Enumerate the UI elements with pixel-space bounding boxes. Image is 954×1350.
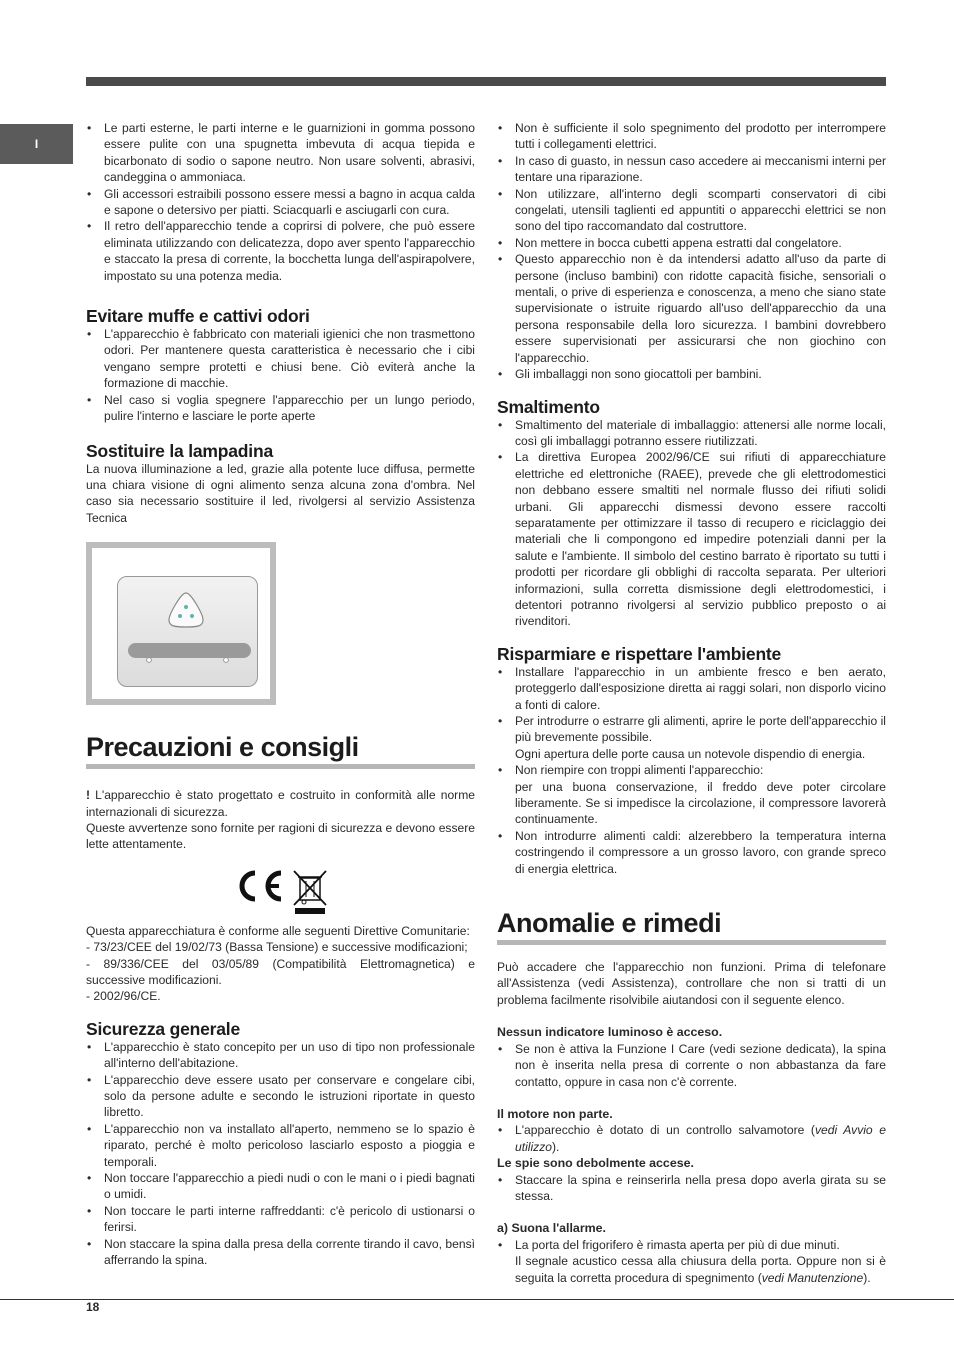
list-item: • L'apparecchio deve essere usato per conservare e congelare cibi, solo da persone adulte e secondo le istruzioni riportate in questo libretto. xyxy=(86,1072,475,1121)
list-item: • Questo apparecchio non è da intendersi adatto all'uso da parte di persone (incluso bambini) con ridotte capacità fisiche, sensoriali o mentali, o prive di esperienza e conoscenza, a meno che siano state supervisionate o istruite riguardo all'uso dell'apparecchio da una persona responsabile della loro sicurezza. I bambini dovrebbero essere supervisionati per assicurarsi che non giochino con l'apparecchio. xyxy=(497,251,886,366)
list-item: • La porta del frigorifero è rimasta aperta per più di due minuti. xyxy=(497,1237,886,1253)
section-heading-ambiente: Risparmiare e rispettare l'ambiente xyxy=(497,643,782,664)
section-title-anomalie: Anomalie e rimedi xyxy=(497,907,886,945)
list-item: • Gli accessori estraibili possono essere messi a bagno in acqua calda e sapone o detersivo per piatti. Sciacquarli e asciugarli con cura. xyxy=(86,186,475,219)
list-item: • L'apparecchio non va installato all'aperto, nemmeno se lo spazio è riparato, perché è molto pericoloso lasciarlo esposto a pioggia e temporali. xyxy=(86,1121,475,1170)
led-cover-icon xyxy=(165,590,207,630)
list-item: • Staccare la spina e reinserirla nella presa dopo averla girata su se stessa. xyxy=(497,1172,886,1205)
spie-list xyxy=(497,1172,886,1205)
language-tab-label: I xyxy=(34,137,39,151)
list-item: • Il retro dell'apparecchio tende a coprirsi di polvere, che può essere eliminata utilizzando con delicatezza, dopo aver spento l'apparecchio e staccato la presa di corrente, la bocchetta lunga dell'aspirapolvere, impostato su una potenza media. xyxy=(86,218,475,284)
list-text: L'apparecchio è dotato di un controllo salvamotore ( xyxy=(515,1123,815,1138)
list-item: • Non staccare la spina dalla presa della corrente tirando il cavo, bensì afferrando la spina. xyxy=(86,1236,475,1269)
problem-heading: a) Suona l'allarme. xyxy=(497,1221,606,1236)
list-item: • Se non è attiva la Funzione I Care (vedi sezione dedicata), la spina non è inserita nella presa di corrente o non abbastanza da fare contatto, oppure in casa non c'è corrente. xyxy=(497,1041,886,1090)
precauzioni-text-2: Queste avvertenze sono fornite per ragioni di sicurezza e devono essere lette attentamente. xyxy=(86,820,475,852)
list-item: • Smaltimento del materiale di imballaggio: attenersi alle norme locali, così gli imballaggi potranno essere riutilizzati. xyxy=(497,417,886,450)
problem-heading: Nessun indicatore luminoso è acceso. xyxy=(497,1025,723,1040)
led-strip xyxy=(128,643,251,658)
list-item: • Per introdurre o estrarre gli alimenti, aprire le porte dell'apparecchio il più brevemente possibile. xyxy=(497,713,886,746)
list-item: • Non mettere in bocca cubetti appena estratti dal congelatore. xyxy=(497,235,886,251)
section-heading-sicurezza: Sicurezza generale xyxy=(86,1018,240,1039)
motore-list xyxy=(497,1122,886,1155)
nessun-list xyxy=(497,1041,886,1090)
list-item: • Le parti esterne, le parti interne e le guarnizioni in gomma possono essere pulite con una spugnetta imbevuta di acqua tiepida e bicarbonato di sodio o sapone neutro. Non usare solventi, abrasivi, candeggina o ammoniaca. xyxy=(86,120,475,186)
ambiente-list-3 xyxy=(497,828,886,877)
list-item: • L'apparecchio è stato concepito per un uso di tipo non professionale all'interno dell'abitazione. xyxy=(86,1039,475,1072)
list-item: • Non utilizzare, all'interno degli scomparti conservatori di cibi congelati, utensili taglienti ed appuntiti o apparecchi elettrici se non sono del tipo raccomandato dal costruttore. xyxy=(497,186,886,235)
weee-bin-icon xyxy=(291,869,329,915)
right-column xyxy=(497,120,886,1286)
sicurezza-continued-list xyxy=(497,120,886,383)
sicurezza-list xyxy=(86,1039,475,1269)
section-heading-odori: Evitare muffe e cattivi odori xyxy=(86,306,310,327)
direttive-line: - 89/336/CEE del 03/05/89 (Compatibilità Elettromagnetica) e successive modificazioni. xyxy=(86,956,475,987)
section-heading-lampadina: Sostituire la lampadina xyxy=(86,440,273,461)
led-panel xyxy=(117,576,258,687)
screw-icon xyxy=(146,657,152,663)
direttive-line: - 73/23/CEE del 19/02/73 (Bassa Tensione) e successive modificazioni; xyxy=(86,940,468,955)
list-text: Il segnale acustico cessa alla chiusura della porta. Oppure non si è seguita la corretta procedura di spegnimento ( xyxy=(515,1254,886,1285)
ambiente-list-2 xyxy=(497,762,886,778)
smaltimento-list xyxy=(497,417,886,630)
top-rule xyxy=(86,77,886,86)
odori-list xyxy=(86,326,475,424)
certification-marks xyxy=(86,869,475,915)
cross-reference: vedi Manutenzione xyxy=(761,1270,864,1285)
led-illustration xyxy=(86,542,276,705)
left-column xyxy=(86,120,475,1268)
footer-rule xyxy=(0,1299,954,1300)
list-text: ). xyxy=(551,1139,560,1154)
cross-reference: vedi Avvio e utilizzo xyxy=(515,1123,886,1154)
ambiente-item-continuation: per una buona conservazione, il freddo deve poter circolare liberamente. Se si impedisce la circolazione, il compressore lavorerà continuamente. xyxy=(515,779,886,827)
precauzioni-intro xyxy=(86,787,475,820)
list-item: • Non introdurre alimenti caldi: alzerebbero la temperatura interna costringendo il compressore a un grosso lavoro, con grande spreco di energia elettrica. xyxy=(497,828,886,877)
list-item: • Installare l'apparecchio in un ambiente fresco e ben aerato, proteggerlo dall'esposizione diretta ai raggi solari, non disporlo vicino a fonti di calore. xyxy=(497,664,886,713)
anomalie-intro: Può accadere che l'apparecchio non funzioni. Prima di telefonare all'Assistenza (vedi Assistenza), controllare che non si tratti di un problema facilmente risolvibile aiutandosi con il seguente elenco. xyxy=(497,960,886,1007)
list-item: • L'apparecchio è fabbricato con materiali igienici che non trasmettono odori. Per mantenere questa caratteristica è necessario che i cibi vengano sempre protetti e chiusi bene. Ciò eviterà anche la formazione di macchie. xyxy=(86,326,475,392)
list-item: • Non riempire con troppi alimenti l'apparecchio: xyxy=(497,762,886,778)
list-item: • La direttiva Europea 2002/96/CE sui rifiuti di apparecchiature elettriche ed elettroniche (RAEE), prevede che gli elettrodomestici non debbano essere smaltiti nel normale flusso dei rifiuti solidi urbani. Gli apparecchi dismessi devono essere raccolti separatamente per ottimizzare il tasso di recupero e riciclaggio dei materiali che li compongono ed impedire potenziali danni per la salute e l'ambiente. Il simbolo del cestino barrato è riportato su tutti i prodotti per ricordare gli obblighi di raccolta separata. Per ulteriori informazioni, sulla corretta dismissione degli elettrodomestici, i detentori potranno rivolgersi al servizio pubblico preposto o ai rivenditori. xyxy=(497,449,886,629)
page-number: 18 xyxy=(86,1300,100,1314)
ce-mark-icon xyxy=(233,869,285,903)
ambiente-item-continuation: Ogni apertura delle porte causa un notevole dispendio di energia. xyxy=(515,746,866,761)
direttive-line: Questa apparecchiatura è conforme alle seguenti Direttive Comunitarie: xyxy=(86,923,470,938)
list-item: • Non toccare le parti interne raffreddanti: c'è pericolo di ustionarsi o ferirsi. xyxy=(86,1203,475,1236)
lampadina-text: La nuova illuminazione a led, grazie alla potente luce diffusa, permette una chiara visione di ogni alimento senza alcuna zona d'ombra. Nel caso sia necessario sostituire il led, rivolgersi al servizio Assistenza Tecnica xyxy=(86,461,475,525)
cleaning-list xyxy=(86,120,475,284)
list-text: ). xyxy=(863,1270,871,1285)
list-item xyxy=(497,1122,886,1155)
problem-heading: Il motore non parte. xyxy=(497,1106,613,1121)
list-item: • Non toccare l'apparecchio a piedi nudi o con le mani o i piedi bagnati o umidi. xyxy=(86,1170,475,1203)
section-heading-smaltimento: Smaltimento xyxy=(497,396,600,417)
ambiente-list xyxy=(497,664,886,746)
screw-icon xyxy=(223,657,229,663)
allarme-continuation xyxy=(497,1253,886,1286)
language-tab xyxy=(0,124,73,164)
problem-heading: Le spie sono debolmente accese. xyxy=(497,1156,694,1171)
section-title-precauzioni: Precauzioni e consigli xyxy=(86,731,475,769)
allarme-list xyxy=(497,1237,886,1253)
direttive-line: - 2002/96/CE. xyxy=(86,989,161,1004)
precauzioni-text-1: L'apparecchio è stato progettato e costruito in conformità alle norme internazionali di sicurezza. xyxy=(86,788,475,819)
warning-mark: ! xyxy=(86,788,91,803)
list-item: • Gli imballaggi non sono giocattoli per bambini. xyxy=(497,366,886,382)
list-item: • Non è sufficiente il solo spegnimento del prodotto per interrompere tutti i collegamenti elettrici. xyxy=(497,120,886,153)
list-item: • Nel caso si voglia spegnere l'apparecchio per un lungo periodo, pulire l'interno e lasciare le porte aperte xyxy=(86,392,475,425)
list-item: • In caso di guasto, in nessun caso accedere ai meccanismi interni per tentare una riparazione. xyxy=(497,153,886,186)
